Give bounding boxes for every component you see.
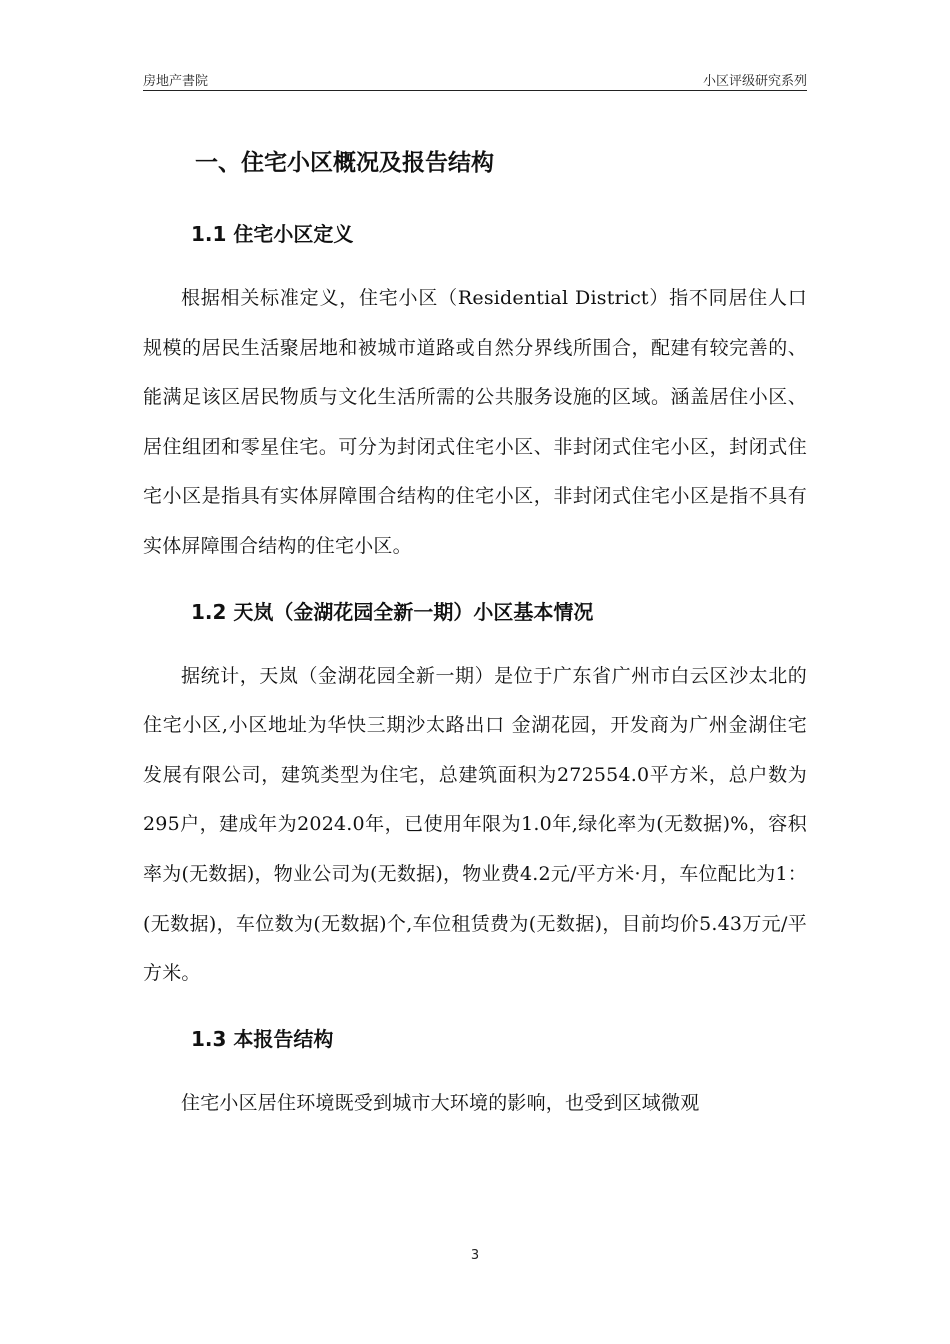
section-paragraph-1-2: 据统计，天岚（金湖花园全新一期）是位于广东省广州市白云区沙太北的住宅小区,小区地址为华快三期沙太路出口 金湖花园，开发商为广州金湖住宅发展有限公司，建筑类型为住宅，总建筑面积为272554.0平方米，总户数为295户，建成年为2024.0年，已使用年限为1.0年,绿化率为(无数据)%，容积率为(无数据)，物业公司为(无数据)，物业费4.2元/平方米·月，车位配比为1：(无数据)，车位数为(无数据)个,车位租赁费为(无数据)，目前均价5.43万元/平方米。 [143,664,807,985]
section-heading-1-1: 1.1 住宅小区定义 [191,222,354,246]
page-content [143,140,807,1128]
chapter-title: 一、住宅小区概况及报告结构 [195,150,494,176]
page-header [143,66,807,91]
header-publisher: 房地产書院 [143,74,209,89]
section-paragraph-1-1: 根据相关标准定义，住宅小区（Residential District）指不同居住人口规模的居民生活聚居地和被城市道路或自然分界线所围合，配建有较完善的、能满足该区居民物质与文化生活所需的公共服务设施的区域。涵盖居住小区、居住组团和零星住宅。可分为封闭式住宅小区、非封闭式住宅小区，封闭式住宅小区是指具有实体屏障围合结构的住宅小区，非封闭式住宅小区是指不具有实体屏障围合结构的住宅小区。 [143,287,807,557]
header-series-title: 小区评级研究系列 [702,74,807,89]
page-number: 3 [470,1248,480,1263]
section-paragraph-1-3: 住宅小区居住环境既受到城市大环境的影响，也受到区域微观 [181,1091,700,1114]
section-heading-1-2: 1.2 天岚（金湖花园全新一期）小区基本情况 [191,599,594,624]
section-heading-1-3: 1.3 本报告结构 [191,1026,334,1051]
